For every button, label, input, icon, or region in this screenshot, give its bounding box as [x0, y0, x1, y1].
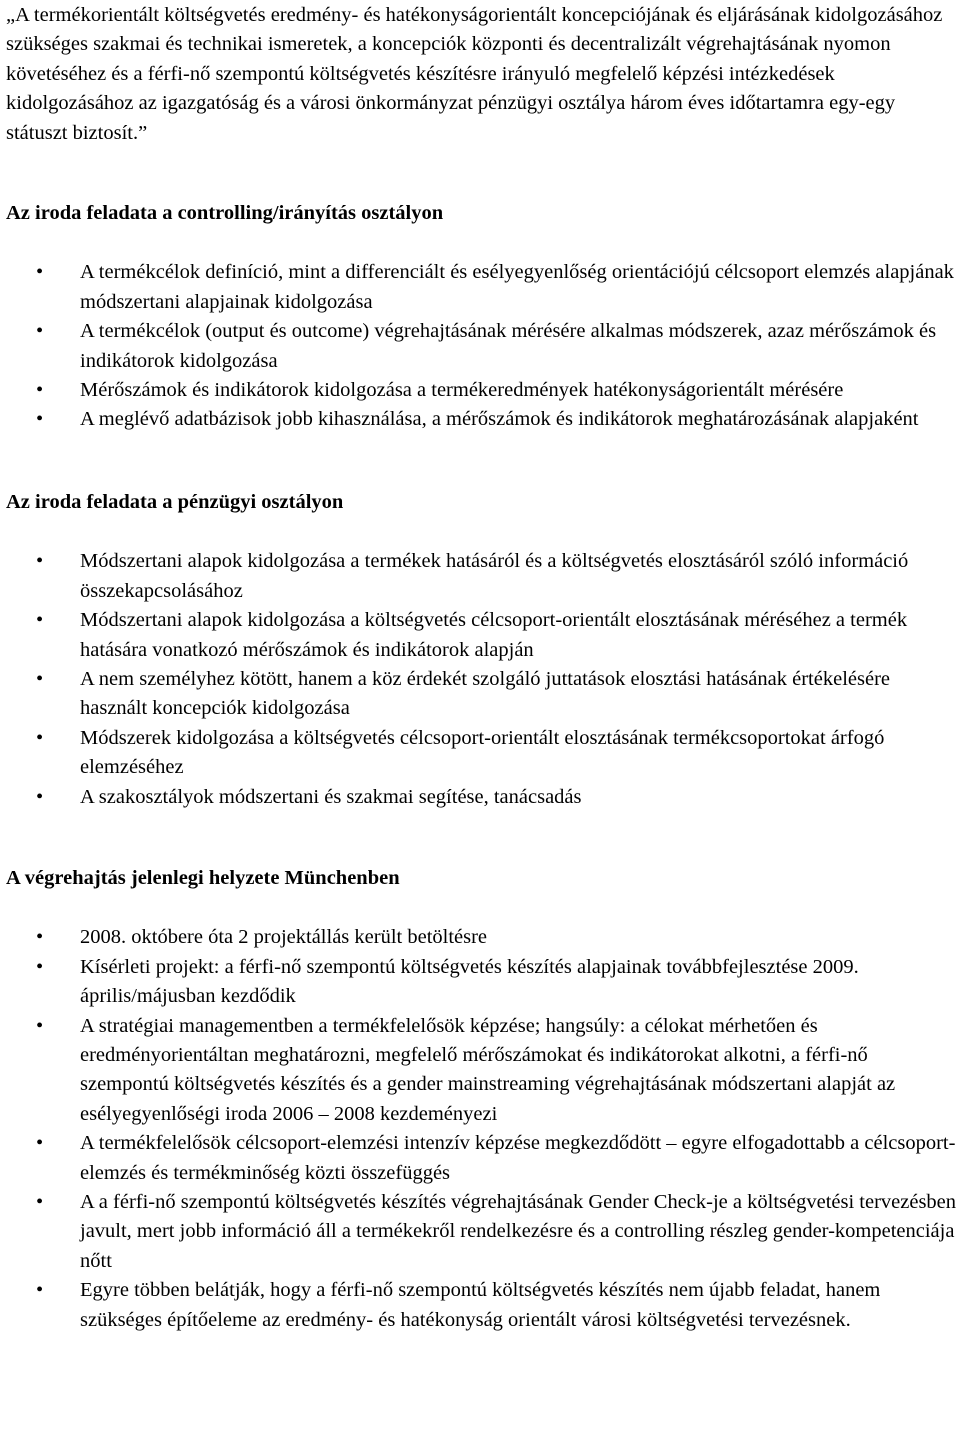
bullet-icon: • [36, 408, 44, 431]
list-item-text: Módszertani alapok kidolgozása a termékek hatásáról és a költségvetés elosztásáról szóló információ összekapcsolásához [80, 550, 909, 602]
list-item-text: A termékcélok definíció, mint a differenciált és esélyegyenlőség orientációjú célcsoport elemzés alapjának módszertani alapjainak kidolgozása [80, 261, 954, 313]
section-heading-penzugyi: Az iroda feladata a pénzügyi osztályon [6, 490, 344, 513]
list-item-text: 2008. októbere óta 2 projektállás került betöltésre [80, 926, 488, 949]
document-page [6, 0, 960, 1335]
list-item [6, 665, 960, 724]
list-item [6, 376, 960, 405]
bullet-icon: • [36, 1132, 44, 1155]
bullet-list-munchen [6, 923, 960, 1335]
list-item-text: Módszerek kidolgozása a költségvetés célcsoport-orientált elosztásának termékcsoportokat árfogó elemzéséhez [80, 726, 885, 779]
list-item-text: A szakosztályok módszertani és szakmai segítése, tanácsadás [80, 785, 582, 808]
list-item [6, 783, 960, 812]
bullet-icon: • [36, 667, 44, 690]
intro-paragraph: „A termékorientált költségvetés eredmény- és hatékonyságorientált koncepciójának és eljárásának kidolgozásához szükséges szakmai és technikai ismeretek, a koncepciók központi és decentralizált végrehajtásának nyomon követéséhez és a férfi-nő szempontú költségvetés készítésre irányuló megfelelő képzési intézkedések kidolgozásához az igazgatóság és a városi önkormányzat pénzügyi osztálya három éves időtartamra egy-egy státuszt biztosít.” [6, 4, 943, 144]
list-item [6, 1188, 960, 1276]
bullet-icon: • [36, 320, 44, 343]
bullet-icon: • [36, 550, 44, 573]
list-item [6, 317, 960, 376]
bullet-icon: • [36, 785, 44, 808]
list-item [6, 405, 960, 434]
bullet-icon: • [36, 1279, 44, 1302]
bullet-icon: • [36, 955, 44, 978]
bullet-list-controlling [6, 258, 960, 434]
list-item-text: A a férfi-nő szempontú költségvetés készítés végrehajtásának Gender Check-je a költségvetési tervezésben javult, mert jobb információ áll a termékekről rendelkezésre és a controlling részleg gender-kompetenciája nőtt [80, 1191, 957, 1272]
list-item-text: A termékfelelősök célcsoport-elemzési intenzív képzése megkezdődött – egyre elfogadottabb a célcsoport-elemzés és termékminőség közti összefüggés [80, 1132, 956, 1184]
section-heading-controlling: Az iroda feladata a controlling/irányítás osztályon [6, 202, 444, 225]
list-item-text: A termékcélok (output és outcome) végrehajtásának mérésére alkalmas módszerek, azaz mérőszámok és indikátorok kidolgozása [80, 320, 937, 372]
list-item [6, 923, 960, 952]
bullet-icon: • [36, 609, 44, 632]
list-item [6, 953, 960, 1012]
list-item-text: Mérőszámok és indikátorok kidolgozása a termékeredmények hatékonyságorientált mérésére [80, 379, 844, 402]
list-item-text: A meglévő adatbázisok jobb kihasználása, a mérőszámok és indikátorok meghatározásának alapjaként [80, 408, 919, 431]
list-item [6, 1012, 960, 1130]
list-item-text: Módszertani alapok kidolgozása a költségvetés célcsoport-orientált elosztásának méréséhez a termék hatására vonatkozó mérőszámok és indikátorok alapján [80, 609, 908, 661]
bullet-icon: • [36, 1014, 44, 1037]
bullet-icon: • [36, 926, 44, 949]
bullet-icon: • [36, 726, 44, 749]
bullet-icon: • [36, 379, 44, 402]
list-item [6, 1276, 960, 1335]
bullet-list-penzugyi [6, 547, 960, 812]
list-item [6, 606, 960, 665]
list-item-text: A nem személyhez kötött, hanem a köz érdekét szolgáló juttatások elosztási hatásának értékelésére használt koncepciók kidolgozása [80, 667, 891, 720]
list-item [6, 258, 960, 317]
list-item-text: Kísérleti projekt: a férfi-nő szempontú költségvetés készítés alapjainak továbbfejlesztése 2009. április/májusban kezdődik [80, 955, 859, 1008]
list-item [6, 724, 960, 783]
section-heading-munchen: A végrehajtás jelenlegi helyzete Münchenben [6, 866, 400, 889]
bullet-icon: • [36, 261, 44, 284]
list-item-text: A stratégiai managementben a termékfelelősök képzése; hangsúly: a célokat mérhetően és eredményorientáltan meghatározni, megfelelő mérőszámokat és indikátorokat alkotni, a férfi-nő szempontú költségvetés készítés és a gender mainstreaming végrehajtásának módszertani alapját az esélyegyenlőségi iroda 2006 – 2008 kezdeményezi [80, 1014, 896, 1125]
list-item [6, 547, 960, 606]
bullet-icon: • [36, 1191, 44, 1213]
list-item [6, 1129, 960, 1188]
list-item-text: Egyre többen belátják, hogy a férfi-nő szempontú költségvetés készítés nem újabb feladat, hanem szükséges építőeleme az eredmény- és hatékonyság orientált városi költségvetési tervezésnek. [80, 1279, 881, 1331]
